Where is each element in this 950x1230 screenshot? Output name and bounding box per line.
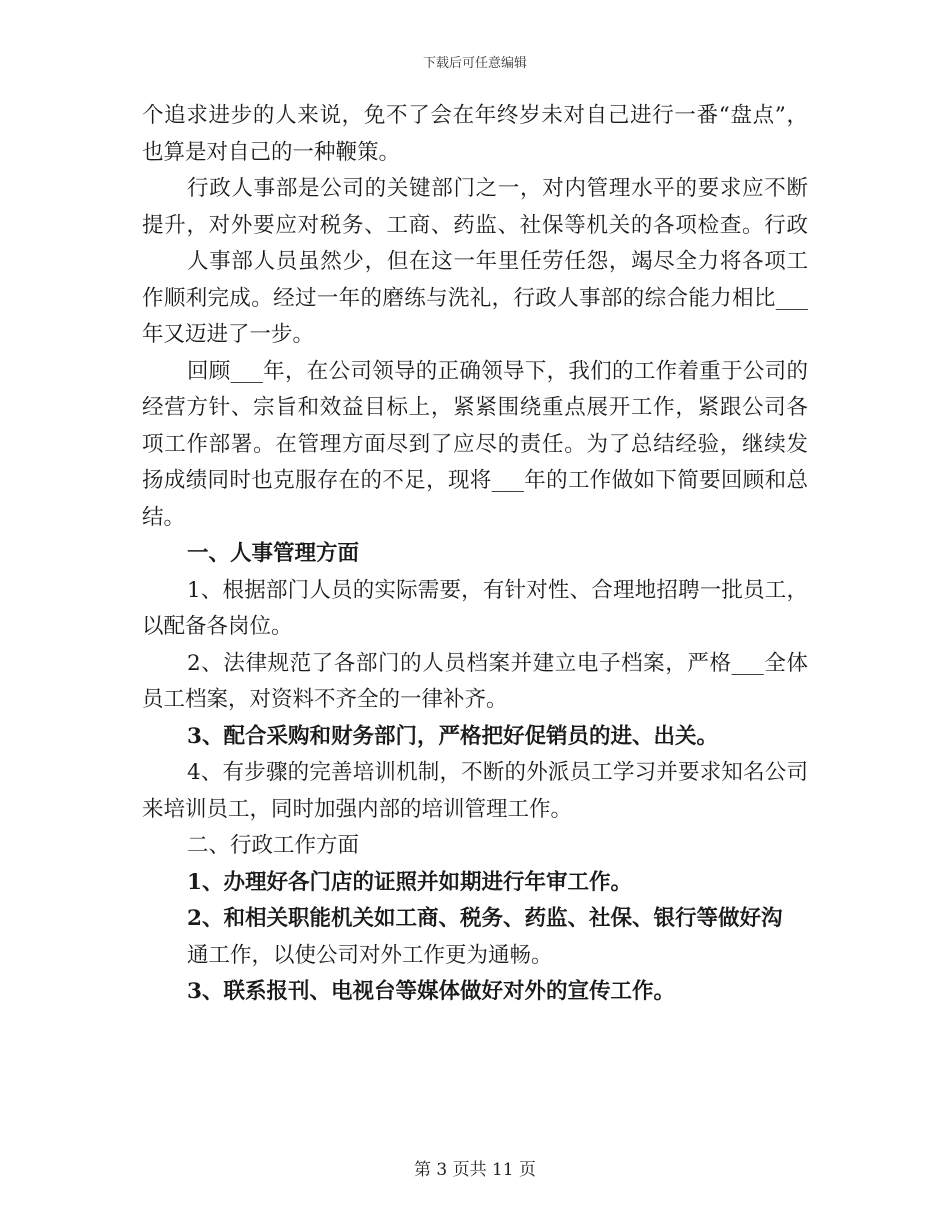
body-text-line: 项工作部署。在管理方面尽到了应尽的责任。为了总结经验，继续发 <box>142 431 808 457</box>
body-text-line: 来培训员工，同时加强内部的培训管理工作。 <box>142 796 573 822</box>
body-text-line: 年又迈进了一步。 <box>142 322 315 347</box>
body-text-line: 经营方针、宗旨和效益目标上，紧紧围绕重点展开工作，紧跟公司各 <box>142 395 808 420</box>
body-text-line: 一、人事管理方面 <box>187 541 360 566</box>
body-text-line: 二、行政工作方面 <box>187 833 360 858</box>
body-text-line: 作顺利完成。经过一年的磨练与洗礼，行政人事部的综合能力相比___ <box>142 285 808 311</box>
document-body <box>142 98 808 1011</box>
body-text-line: 3、配合采购和财务部门，严格把好促销员的进、出关。 <box>187 723 718 749</box>
body-text-line: 员工档案，对资料不齐全的一律补齐。 <box>142 687 508 712</box>
page-footer: 第 3 页共 11 页 <box>413 1160 537 1180</box>
body-text-line: 结。 <box>142 504 186 530</box>
body-text-line: 个追求进步的人来说，免不了会在年终岁未对自己进行一番“盘点”， <box>142 103 808 128</box>
body-text-line: 以配备各岗位。 <box>142 614 293 639</box>
body-text-line: 回顾___年，在公司领导的正确领导下，我们的工作着重于公司的 <box>187 358 808 384</box>
body-text-line: 提升，对外要应对税务、工商、药监、社保等机关的各项检查。行政 <box>142 212 808 238</box>
body-text-line: 扬成绩同时也克服存在的不足，现将___年的工作做如下简要回顾和总 <box>142 468 808 493</box>
body-text-line: 1、根据部门人员的实际需要，有针对性、合理地招聘一批员工， <box>187 577 808 603</box>
body-text-line: 通工作，以使公司对外工作更为通畅。 <box>187 942 553 968</box>
body-text-line: 3、联系报刊、电视台等媒体做好对外的宣传工作。 <box>187 979 675 1004</box>
body-text-line: 1、办理好各门店的证照并如期进行年审工作。 <box>187 869 632 895</box>
body-text-line: 2、法律规范了各部门的人员档案并建立电子档案，严格___全体 <box>187 650 808 676</box>
body-text-line: 人事部人员虽然少，但在这一年里任劳任怨，竭尽全力将各项工 <box>187 249 808 274</box>
body-text-line: 4、有步骤的完善培训机制，不断的外派员工学习并要求知名公司 <box>187 760 808 785</box>
body-text-line: 行政人事部是公司的关键部门之一，对内管理水平的要求应不断 <box>187 176 808 201</box>
body-text-line: 2、和相关职能机关如工商、税务、药监、社保、银行等做好沟 <box>187 906 783 931</box>
page-header: 下载后可任意编辑 <box>422 56 527 71</box>
body-text-line: 也算是对自己的一种鞭策。 <box>142 139 401 165</box>
